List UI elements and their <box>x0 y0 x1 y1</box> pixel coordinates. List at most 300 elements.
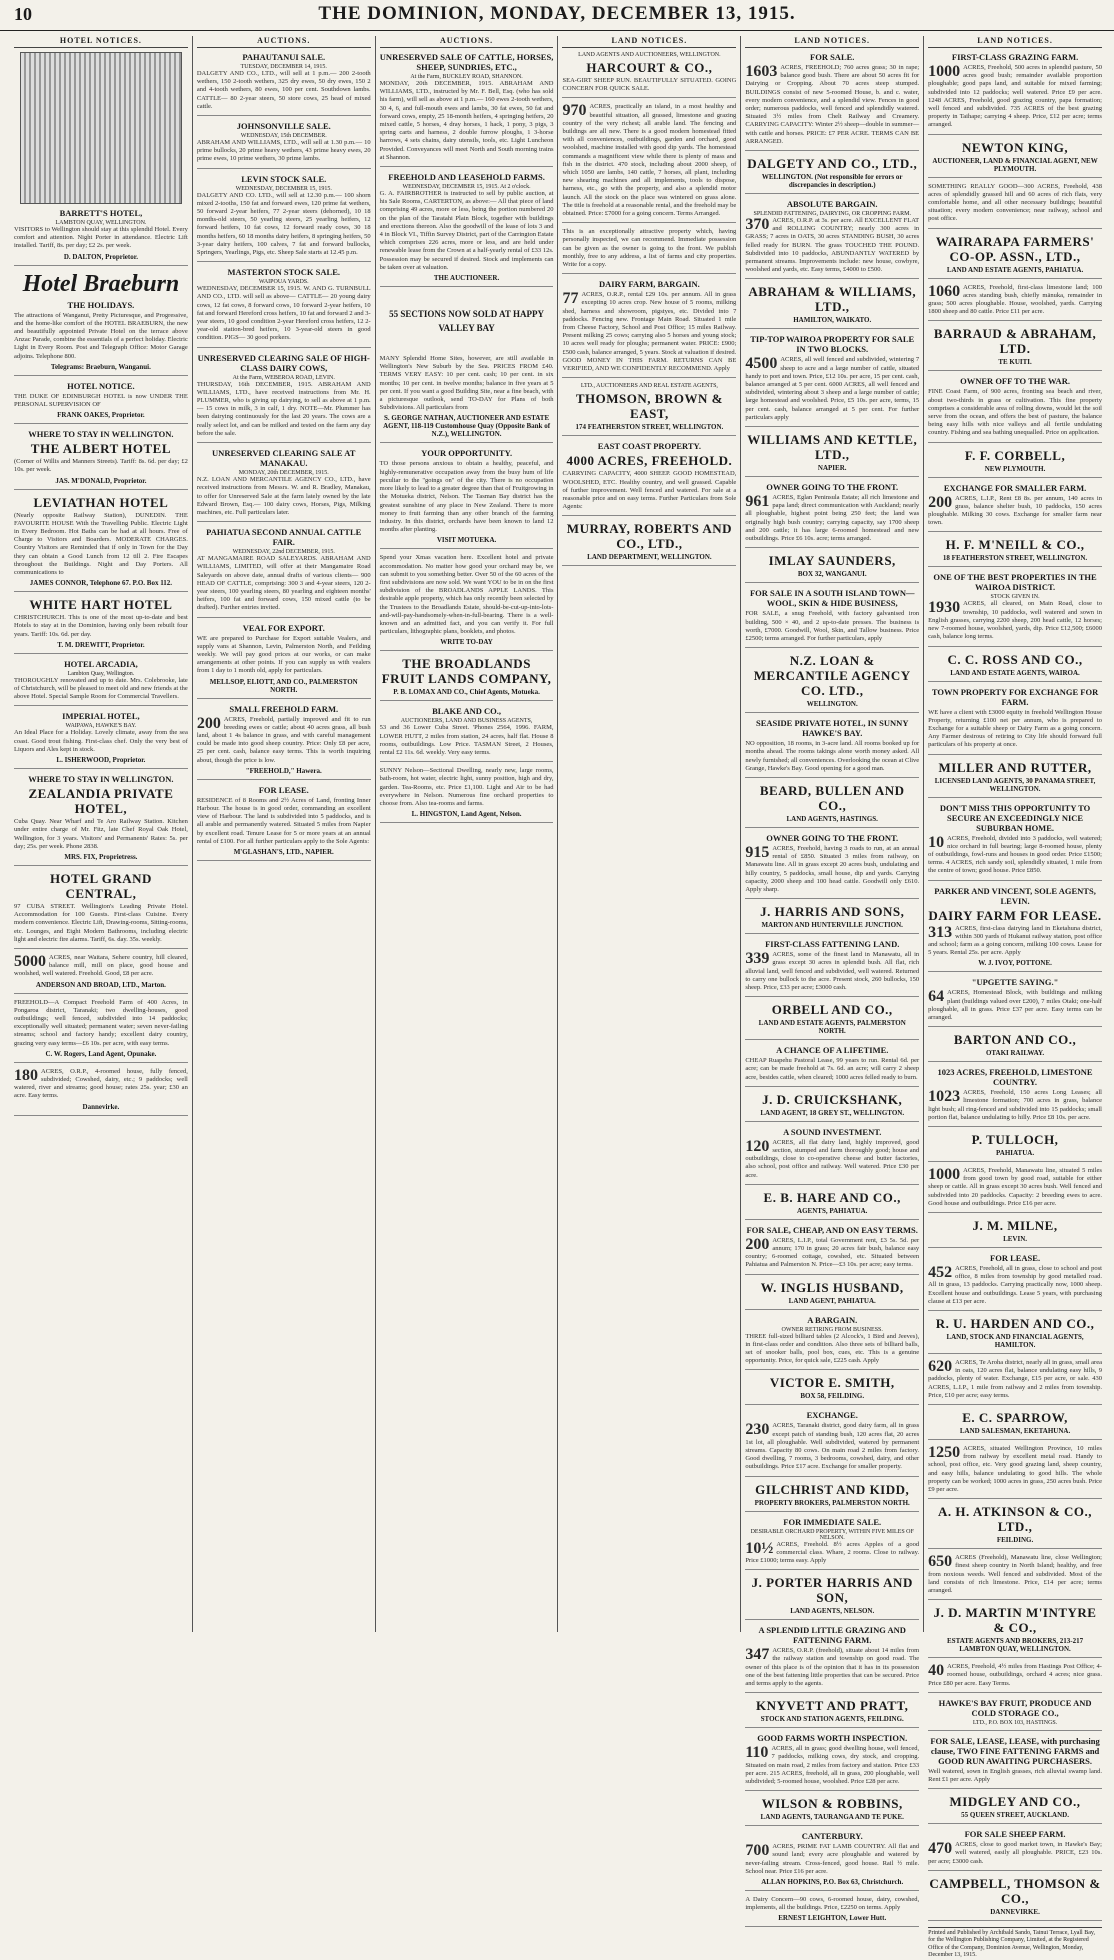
advertisement <box>928 1736 1102 1789</box>
page-number: 10 <box>14 4 32 24</box>
advertiser-name: WILSON & ROBBINS, <box>761 1796 903 1812</box>
ad-signature: JAS. M'DONALD, Proprietor. <box>55 476 147 485</box>
advertisement <box>745 1092 919 1122</box>
ad-body <box>928 183 1102 224</box>
ad-text: ACRES, Te Aroha district, nearly all in grass, small area in oats, 120 acres flat, balance undulating easy hills, 9 paddocks, plenty of water. Exchange, £15 per acre, or sale. 430 ACRES, L.I.P., 1 mile from railway and 2 miles from township. Price, £10 per acre; easy terms. <box>928 1359 1102 1399</box>
acreage-number: 452 <box>928 1263 953 1281</box>
ad-heading: UNRESERVED CLEARING SALE AT MANAKAU. <box>212 448 356 469</box>
ad-body <box>197 716 371 765</box>
advertiser-name: CAMPBELL, THOMSON & CO., <box>929 1875 1101 1906</box>
acreage-number: 1000 <box>928 1165 961 1183</box>
ad-text: WE have a client with £3000 equity in freehold Wellington House Property, returning £100 net per annum, who is prepared to Exchange for a suitable sheep or Dairy Farm as a going concern. Any Farmer desirous of retiring to City life should forward full particulars of his property at once. <box>928 708 1102 749</box>
ad-text: DALGETY AND CO. LTD., will sell at 12.30 p.m.— 100 shorn mixed 2-tooths, 150 fat and forward ewes, 120 prime fat wethers, 50 forward 2-year heifers, 77 2-year steers (dehorned), 10 18 months-old steers, 50 yearling steers, 25 yearling heifers, 12 forward heifers, 10 fat cows, 12 forward ready cows, 30 18 months heifers, 60 18 months dairy heifers, 8 springing heifers, 50 3-year dairy heifers, 100 calves, 7 fat and forward bullocks, Springers, Yearlings, Pigs, etc. Sheep Sale starts at 12.45 p.m. <box>196 191 371 257</box>
ad-body <box>928 925 1102 958</box>
advertiser-name: R. U. HARDEN AND CO., <box>935 1316 1095 1331</box>
column-heading: AUCTIONS. <box>380 36 554 48</box>
advertisement <box>928 1032 1102 1062</box>
ad-signature: ALLAN HOPKINS, P.O. Box 63, Christchurch. <box>761 1878 904 1887</box>
advertisement <box>14 300 188 376</box>
ad-signature: VISIT MOTUEKA. <box>436 536 497 545</box>
ad-body <box>928 1167 1102 1208</box>
ad-signature: ESTATE AGENTS AND BROKERS, 213-217 LAMBTON QUAY, WELLINGTON. <box>947 1637 1084 1654</box>
advertisement <box>745 1517 919 1571</box>
advertisement <box>745 1045 919 1087</box>
advertisement <box>380 706 554 762</box>
acreage-number: 370 <box>745 216 770 234</box>
advertisement <box>928 1359 1102 1405</box>
acreage-number: 1060 <box>928 282 961 300</box>
advertiser-name: E. C. SPARROW, <box>962 1410 1068 1426</box>
ad-body <box>745 610 919 643</box>
ad-heading: VEAL FOR EXPORT. <box>242 622 325 633</box>
ad-text: 97 CUBA STREET. Wellington's Leading Private Hotel. Accommodation for 100 Guests. First-class Cuisine. Every modern convenience. Electric Lift, Drawing-rooms, Sitting-rooms, etc. Lounges, and Eight Modern Bathrooms, including electric light and electric fire alarms. Tariff, 6s. day. 35s. weekly. <box>14 902 188 943</box>
advertisement <box>562 103 736 223</box>
advertisement <box>197 527 371 617</box>
acreage-number: 1000 <box>928 63 961 80</box>
advertiser-name: A. H. ATKINSON & CO., LTD., <box>938 1504 1093 1535</box>
ad-text: ACRES, Freehold, all in grass, close to school and post office, 8 miles from township by good metalled road. All in grass, 13 paddocks. Carrying practically now, 1000 sheep. Excellent house and outbuildings. Lease 5 years, with purchasing clause at £13 per acre. <box>928 1264 1102 1305</box>
advertisement <box>928 1316 1102 1354</box>
advertisement <box>745 1375 919 1405</box>
acreage-number: 200 <box>928 493 953 511</box>
ad-signature: LAND AND ESTATE AGENTS, PALMERSTON NORTH. <box>758 1019 906 1036</box>
ad-heading: JOHNSONVILLE SALE. <box>236 121 331 132</box>
advertisement <box>380 52 554 167</box>
ad-heading: 1023 ACRES, FREEHOLD, LIMESTONE COUNTRY. <box>937 1067 1093 1088</box>
ad-subheading: AUCTIONEERS, LAND AND BUSINESS AGENTS, <box>400 718 533 725</box>
acreage-number: 10 <box>928 833 945 851</box>
ad-text: ACRES (Freehold), Manawatu line, close Wellington; finest sheep country in North Island; healthy, and free from noxious weeds. Well fenced and subdivided. Most of the land consists of rich limestone. Price, £14 per acre; terms arranged. <box>928 1554 1102 1595</box>
ad-heading: FOR SALE, LEASE, LEASE, with purchasing clause, TWO FINE FATTENING FARMS and GOOD RUN AWAITING PURCHASERS. <box>930 1735 1100 1766</box>
advertisement <box>928 1504 1102 1549</box>
ad-text: ACRES, Freehold, 4½ miles from Hastings Post Office; 4-roomed house, outbuildings, orchard 4 acres; nice grass. Price £80 per acre. Easy Terms. <box>928 1663 1102 1687</box>
ad-signature: DANNEVIRKE. <box>990 1907 1040 1916</box>
ad-heading: TIP-TOP WAIROA PROPERTY FOR SALE IN TWO BLOCKS. <box>750 334 915 355</box>
ad-heading: EXCHANGE FOR SMALLER FARM. <box>943 482 1087 493</box>
ad-heading: WHERE TO STAY IN WELLINGTON. <box>28 774 174 785</box>
advertiser-name: J. HARRIS AND SONS, <box>760 904 905 920</box>
advertisement <box>197 704 371 780</box>
advertisement <box>928 448 1102 478</box>
ad-body <box>14 512 188 578</box>
advertiser-name: GILCHRIST AND KIDD, <box>755 1481 910 1497</box>
ad-text: ACRES, L.I.P., total Government rent, £3 5s. 5d. per annum; 170 in grass; 20 acres fair bush, balance easy country; 6-roomed cottage, cowshed, etc. Situated between Pahiatua and Palmerston N. Price—£3 10s. per acre; easy terms. <box>745 1236 920 1269</box>
advertiser-name: HOTEL GRAND CENTRAL, <box>49 870 152 901</box>
ad-text: CHRISTCHURCH. This is one of the most up-to-date and best Hotels to stay at in the Dominion, having only been rebuilt four years. Tariff: 10s. 6d. per day. <box>14 614 188 638</box>
ad-signature: PROPERTY BROKERS, PALMERSTON NORTH. <box>754 1498 910 1507</box>
ad-body <box>928 1768 1102 1784</box>
ad-subheading: LTD., AUCTIONEERS AND REAL ESTATE AGENTS, <box>580 383 718 390</box>
ad-text: NO opposition, 18 rooms, in 3-acre land. All rooms booked up for months ahead. The rooms takings alone worth money asked. All newly furnished; all conveniences. Overlooking the ocean at Clive Grange, Hawke's Bay. Good opening for a good man. <box>745 740 920 772</box>
advertisement <box>197 267 371 347</box>
advertisement <box>745 588 919 648</box>
column-heading: LAND NOTICES. <box>928 36 1102 48</box>
advertiser-name: VICTOR E. SMITH, <box>769 1375 895 1391</box>
advertiser-name: J. D. CRUICKSHANK, <box>762 1091 903 1107</box>
ad-body <box>197 635 371 676</box>
advertisement <box>197 174 371 263</box>
ad-text: (Nearly opposite Railway Station), DUNEDIN. THE FAVOURITE HOUSE With the Travelling Public. Electric Light in Every Bedroom. Hot Baths can be had at all hours. Free of Charge to Visitors and Boarders. MODERATE CHARGES. Country Visitors are Reminded that if only in Town for the Day they can obtain a Good Lunch from 12 till 2. Fire Escapes throughout the Buildings. Night and Day Porters. All communications to <box>14 511 188 577</box>
ad-heading: EXCHANGE. <box>806 1410 858 1421</box>
advertiser-name: BARTON AND CO., <box>953 1032 1077 1048</box>
advertiser-name: ZEALANDIA PRIVATE HOTEL, <box>28 786 174 817</box>
advertisement <box>745 833 919 899</box>
advertiser-name: MILLER AND RUTTER, <box>938 759 1092 775</box>
ad-heading: OWNER GOING TO THE FRONT. <box>766 482 899 493</box>
ad-heading: FOR SALE IN A SOUTH ISLAND TOWN—WOOL, SKIN & HIDE BUSINESS, <box>749 588 915 609</box>
ad-body <box>197 555 371 612</box>
ad-heading: PAHAUTANUI SALE. <box>242 52 326 62</box>
advertisement <box>928 760 1102 798</box>
acreage-number: 5000 <box>14 952 46 970</box>
advertiser-name: THOMSON, BROWN & EAST, <box>575 391 723 422</box>
ad-body <box>14 458 188 474</box>
ad-body <box>745 1422 919 1471</box>
ad-body <box>928 1359 1102 1400</box>
ad-subheading: MONDAY, 20th DECEMBER, 1915. <box>238 470 329 477</box>
ad-signature: 18 FEATHERSTON STREET, WELLINGTON. <box>942 554 1088 563</box>
ad-body <box>14 1068 188 1101</box>
advertisement <box>197 785 371 861</box>
ad-heading: OWNER OFF TO THE WAR. <box>960 376 1070 387</box>
advertisement <box>197 353 371 443</box>
ad-subheading: WEDNESDAY, DECEMBER 15, 1915. At 2 o'clock. <box>402 184 531 191</box>
hotel-illustration <box>20 52 182 204</box>
ad-body <box>745 1057 919 1082</box>
advertisement <box>380 172 554 287</box>
ad-body <box>562 77 736 93</box>
ad-heading: FOR IMMEDIATE SALE. <box>783 1516 882 1527</box>
advertisement <box>14 597 188 654</box>
ad-body <box>14 677 188 702</box>
ad-subheading: Lambton Quay, Wellington. <box>67 670 135 677</box>
advertisement <box>928 572 1102 646</box>
ad-body <box>380 355 554 412</box>
ad-signature: WELLINGTON. (Not responsible for errors or discrepancies in description.) <box>761 173 903 190</box>
advertiser-name: ABRAHAM & WILLIAMS, LTD., <box>748 284 917 315</box>
acreage-number: 10½ <box>745 1539 774 1557</box>
ad-subheading: At the Farm, BUCKLEY ROAD, SHANNON. <box>410 74 523 80</box>
acreage-number: 347 <box>745 1646 770 1664</box>
ad-body <box>745 1541 919 1566</box>
ad-body <box>745 64 919 146</box>
ad-heading: ONE OF THE BEST PROPERTIES IN THE WAIROA DISTRICT. <box>933 572 1097 593</box>
ad-signature: OTAKI RAILWAY. <box>985 1049 1045 1058</box>
ad-text: TO those persons anxious to obtain a healthy, peaceful, and highly-remunerative occupation away from the busy hum of life peculiar to the "goings on" of the city. There is no occupation more likely to lead to a greater degree than that of Fruitgrowing in the Motueka district, Nelson. The Tasman Bay district has the greatest sunshine of any place in New Zealand. There is more money to fruit farming than any other branch of the farming industry. In this district, orchards have been known to land 12 months after planting. <box>379 460 554 534</box>
ad-signature: LEVIN. <box>1003 1234 1028 1243</box>
ad-text: FOR SALE, a snug Freehold, with factory galvanised iron building, 500 × 40, and 2 up-to-date presses. The business is worth, £7000. Goodwill, Wool, Skin, and Tallow business. Price £2500; terms arranged. For further particulars, apply <box>745 610 920 642</box>
ad-text: ACRES, Freehold, 500 acres in splendid pasture, 50 acres good bush; remainder available proportion ploughable; good paps land, and suitable for mixed farming; subdivided into 12 paddocks; well watered. Price £9 per acre. 1248 ACRES, Freehold, good grazing country, papa formation; well fenced and subdivided. 735 ACRES of the best grazing property in Taihape; carrying 4 sheep. Price, £12 per acre; terms arranged. <box>928 64 1102 129</box>
ad-text: RESIDENCE of 8 Rooms and 2½ Acres of Land, fronting Inner Harbour. The house is in good order, commanding an excellent view of Harbour. The land is subdivided into 5 paddocks, and is all arable and permanently watered. Situated 5 miles from Napier by excellent road. Tenure Lease for 5 or more years at an annual rental of £100. For all further particulars apply to the Sole Agents: <box>196 796 371 845</box>
advertiser-name: P. TULLOCH, <box>971 1131 1059 1147</box>
ad-signature: 174 FEATHERSTON STREET, WELLINGTON. <box>575 423 724 432</box>
acreage-number: 230 <box>745 1421 770 1439</box>
acreage-number: 64 <box>928 988 945 1006</box>
ad-signature: FRANK OAKES, Proprietor. <box>57 411 145 420</box>
ad-body <box>14 818 188 851</box>
advertisement <box>745 1896 919 1927</box>
ad-subheading: LTD., P.O. BOX 103, HASTINGS. <box>972 1719 1058 1726</box>
advertiser-name: MIDGLEY AND CO., <box>949 1794 1081 1810</box>
ad-signature: MARTON AND HUNTERVILLE JUNCTION. <box>761 921 903 930</box>
advertiser-name: HARCOURT & CO., <box>586 60 713 75</box>
advertisement <box>745 653 919 713</box>
ad-signature: P. B. LOMAX AND CO., Chief Agents, Motueka. <box>393 688 540 697</box>
advertiser-name: W. INGLIS HUSBAND, <box>760 1279 904 1295</box>
acreage-number: 200 <box>745 1235 770 1253</box>
ad-text: This is an exceptionally attractive property which, having personally inspected, we can recommend. Immediate possession can be given as the owner is going to the front. We publish monthly, free to any address, a list of farms and city properties. Write for a copy. <box>562 228 737 269</box>
acreage-number: 700 <box>745 1842 770 1860</box>
ad-text: ACRES, O.R.P. (freehold), situate about 14 miles from the railway station and township on good road. The owner of this place is of the opinion that it has in its possession one of the best fattening little properties that can be secured. Price and terms apply to the agents. <box>745 1647 920 1688</box>
ad-body <box>745 1237 919 1270</box>
advertisement <box>928 1829 1102 1871</box>
advertisement <box>745 432 919 477</box>
ad-text: ACRES, all well fenced and subdivided, wintering 7 sheep to acre and a large number of cattle, situated handy to port and town. Price, £12 10s. per acre, 15 per cent. cash, balance arranged at 5 per cent. 6000 ACRES, all well fenced and subdivided, wintering about 3 sheep and a large number of cattle; large homestead and woolshed. Price, £5 10s. per acre, terms, 15 per cent. cash, balance arranged at 5 per cent. For further particulars apply <box>745 356 920 421</box>
ad-heading: FIRST-CLASS GRAZING FARM. <box>951 52 1079 62</box>
ad-signature: 55 QUEEN STREET, AUCKLAND. <box>961 1811 1069 1820</box>
ad-heading: OWNER GOING TO THE FRONT. <box>766 832 899 843</box>
ad-body <box>14 729 188 754</box>
column-heading: LAND NOTICES. <box>562 36 736 48</box>
column-5 <box>741 36 924 1923</box>
column-6 <box>924 36 1106 1959</box>
ad-body <box>745 1745 919 1786</box>
ad-signature: C. W. Rogers, Land Agent, Opunake. <box>45 1049 157 1058</box>
advertisement <box>14 954 188 994</box>
ad-heading: FOR SALE. <box>810 52 855 62</box>
printer-imprint: Printed and Published by Archibald Sando, Tainui Terrace, Lyall Bay, for the Wellington Publishing Company, Limited, at the Registered Office of the Company, Dominion Avenue, Wellington, Monday, December 13, 1915. <box>928 1927 1102 1960</box>
ad-text: MANY Splendid Home Sites, however, are still available in Wellington's New Suburb by the Sea. PRICES FROM £40. TERMS VERY EASY: 10 per cent. cash; 10 per cent. in six months; 10 per cent. in twelve months; balance in five years at 5 per cent. If you want a good Building Site, near a fine beach, with a picturesque outlook, send TO-DAY for Plans of both Subdivisions. All particulars from <box>379 355 554 412</box>
ad-text: ACRES, Freehold, having 3 roads to run, at an annual rental of £850. Situated 3 miles from railway, on Manawatu line. All in grass except 20 acres bush, undulating and hilly country, 5 paddocks, small house, dip and yards. Carrying capacity, 2000 sheep and 100 head cattle. Goodwill only £610. Apply sharp. <box>745 844 920 893</box>
advertisement <box>928 652 1102 682</box>
ad-heading: FOR LEASE. <box>258 784 309 795</box>
ad-heading: BLAKE AND CO., <box>432 706 502 717</box>
ad-text: ACRES, all cleared, on Main Road, close to township, 10 paddocks, well watered and sown in English grasses, carrying 2200 sheep, 200 head cattle, 12 horses; new 7-roomed house, woolshed, yards, dip. Price £12,500; £6000 cash, balance long terms. <box>928 600 1102 641</box>
ad-body <box>928 1554 1102 1595</box>
ad-signature: LAND AGENT, PAHIATUA. <box>788 1296 876 1305</box>
ad-heading: A SOUND INVESTMENT. <box>783 1126 882 1137</box>
advertisement <box>928 1794 1102 1824</box>
ad-heading: HOTEL NOTICE. <box>67 380 135 391</box>
ad-signature: Telegrams: Braeburn, Wanganui. <box>50 362 151 371</box>
advertisement <box>380 656 554 701</box>
ad-body <box>14 954 188 979</box>
ad-signature: AGENTS, PAHIATUA. <box>797 1206 868 1215</box>
ad-heading: "UPGETTE SAYING." <box>971 977 1059 988</box>
column-heading: AUCTIONS. <box>197 36 371 48</box>
ad-signature: NAPIER. <box>817 464 847 473</box>
advertiser-name: J. M. MILNE, <box>972 1217 1058 1233</box>
hotel-script-title: Hotel Braeburn <box>22 270 180 297</box>
advertiser-name: F. F. CORBELL, <box>964 447 1066 463</box>
acreage-number: 915 <box>745 843 770 861</box>
ad-heading: GOOD FARMS WORTH INSPECTION. <box>757 1733 908 1744</box>
advertisement <box>14 495 188 593</box>
acreage-number: 4500 <box>745 355 778 373</box>
columns-container <box>10 36 1106 1959</box>
advertisement <box>380 448 554 549</box>
advertisement <box>928 1605 1102 1658</box>
advertisement <box>745 783 919 828</box>
ad-heading: BARRETT'S HOTEL, <box>59 208 143 218</box>
ad-text: ABRAHAM AND WILLIAMS, LTD., will sell at 1.30 p.m.— 10 prime bullocks, 20 prime heavy wethers, 43 prime heavy ewes, 20 prime ewes, 10 prime wethers, 30 prime lambs. <box>196 139 371 163</box>
acreage-number: 1023 <box>928 1088 961 1106</box>
advertisement <box>745 156 919 194</box>
ad-text: AT MANGAMAIRE ROAD SALEYARDS. ABRAHAM AND WILLIAMS, LIMITED, will offer at their Mangamaire Road Saleyards on above date, annual drafts of various clients— 900 HEAD OF CATTLE, comprising: 300 3 and 4-year steers, 120 2-year steers, 100 yearling steers, 80 yearling and eighteen months' heifers, 100 fat and forward cows, 150 mixed cattle (to be drafted). Further entries invited. <box>196 555 371 612</box>
ad-body <box>928 495 1102 528</box>
ad-body <box>562 103 736 218</box>
ad-heading: A BARGAIN. <box>807 1314 858 1325</box>
ad-text: DALGETY AND CO., LTD., will sell at 1 p.m.— 200 2-tooth wethers, 150 2-tooth wethers, 325 dry ewes, 50 dry ewes, 150 2 and 4-tooth wethers, 80 ewes, 100 per cent. Southdown lambs. CATTLE— 80 2-year steers, 50 store cows, 25 head of mixed cattle. <box>196 70 371 110</box>
advertisement <box>745 1410 919 1476</box>
advertisement <box>197 52 371 116</box>
advertiser-name: THE BROADLANDS FRUIT LANDS COMPANY, <box>381 656 552 687</box>
ad-signature: S. GEORGE NATHAN, AUCTIONEER AND ESTATE AGENT, 118-119 Customhouse Quay (Opposite Bank of N.Z.), WELLINGTON. <box>383 414 551 439</box>
advertisement <box>562 279 736 378</box>
advertisement <box>745 1733 919 1791</box>
ad-body <box>928 284 1102 317</box>
advertisement <box>928 1698 1102 1731</box>
ad-text: An Ideal Place for a Holiday. Lovely climate, away from the sea coast. Good trout fishing. First-class chef. Only the very best of Liquors and Ales kept in stock. <box>14 729 188 753</box>
advertisement <box>928 140 1102 178</box>
ad-signature: LAND, STOCK AND FINANCIAL AGENTS, HAMILTON. <box>946 1333 1084 1349</box>
ad-text: Spend your Xmas vacation here. Excellent hotel and private accommodation. No matter how good your orchard may be, we can submit to you something better. Over 50 of the 60 acres of the first subdivisions are now sold. We want YOU to be in on the first subdivision of the BROADLANDS APPLE LANDS. This desirable apple property, which has only recently been selected by the Trustees to the Broadlands Estate, should-be-cut-up-into-lots-and-will-pay-handsomely-when-in-full-bearing. There is a well-known and an admitted fact, and you can verify it. For full particulars, lithographic plans, booklets, and photos. <box>379 554 554 636</box>
advertisement <box>14 774 188 866</box>
advertiser-name: E. B. HARE AND CO., <box>763 1189 901 1205</box>
advertisement <box>928 687 1102 755</box>
advertisement <box>928 1554 1102 1600</box>
ad-heading: FIRST-CLASS FATTENING LAND. <box>765 939 900 950</box>
ad-text: CARRYING CAPACITY, 4000 SHEEP. GOOD HOMESTEAD, WOOLSHED, ETC. Healthy country, and well grassed. Capable of further improvement. Well fenced and watered. For sale at a reasonable price and on easy terms. Further Particulars from Sole Agents: <box>562 470 737 511</box>
ad-text: THURSDAY, 16th DECEMBER, 1915. ABRAHAM AND WILLIAMS, LTD., have received instructions from Mr. H. PLUMMER, who is giving up dairying, to sell as above at 1 p.m.— 15 cows in milk, 3 in calf, 1 dry. NOTE—Mr. Plummer has been dairying continuously for the last 20 years. The cows are a really select lot, and can be milked and tested on the farm any day before the sale. <box>196 380 371 437</box>
ad-signature: Dannevirke. <box>82 1102 120 1111</box>
advertisement <box>745 1575 919 1620</box>
advertisement <box>745 553 919 583</box>
ad-heading: PARKER AND VINCENT, SOLE AGENTS, LEVIN. <box>934 885 1096 906</box>
ad-heading: DON'T MISS THIS OPPORTUNITY TO SECURE AN EXCEEDINGLY NICE SUBURBAN HOME. <box>939 802 1091 833</box>
acreage-number: 40 <box>928 1662 945 1680</box>
ad-signature: ANDERSON AND BROAD, LTD., Marton. <box>35 980 166 989</box>
column-heading: LAND NOTICES. <box>745 36 919 48</box>
ad-heading: LEVIN STOCK SALE. <box>241 173 327 184</box>
ad-body <box>380 190 554 272</box>
advertiser-name: WILLIAMS AND KETTLE, LTD., <box>747 432 918 463</box>
advertiser-name: C. C. ROSS AND CO., <box>947 651 1083 667</box>
ad-text: FREEHOLD—A Compact Freehold Farm of 400 Acres, in Pongaroa district, Taranaki; two dwelling-houses, good outbuildings; well fenced, subdivided into 14 paddocks; exceptionally well situated; permanent water; seven never-failing streams; school and factory handy; excellent dairy country, grazing very easy terms—£6 10s. per acre, with easy terms. <box>14 998 188 1047</box>
ad-text: ACRES, close to good market town, in Hawke's Bay; well watered, easily all ploughable. PRICE, £23 10s. per acre; £3000 cash. <box>928 1841 1102 1865</box>
ad-heading: ABSOLUTE BARGAIN. <box>786 199 878 210</box>
ad-signature: MRS. FIX, Proprietress. <box>64 852 138 861</box>
ad-text: 53 and 36 Lower Cuba Street. 'Phones 2564, 1996. FARM, LOWER HUTT, 2 miles from station, 24 acres, half flat. House 8 rooms, outbuildings. Low Price. TASMAN Street, 2 Houses, rental £2 11s. 6d. weekly. Very easy terms. <box>379 724 554 756</box>
advertisement <box>745 718 919 778</box>
ad-signature: LAND SALESMAN, EKETAHUNA. <box>959 1427 1071 1436</box>
advertiser-name: NEWTON KING, <box>961 139 1069 155</box>
advertisement <box>928 1132 1102 1162</box>
advertiser-name: DAIRY FARM FOR LEASE. <box>928 907 1102 923</box>
acreage-number: 110 <box>745 1744 769 1762</box>
advertisement <box>745 52 919 151</box>
ad-signature: W. J. IVOY, POTTONE. <box>978 959 1052 968</box>
ad-text: SOMETHING REALLY GOOD—300 ACRES, Freehold, 438 acres of splendidly grassed hill and 60 acres of rich flats, very comfortable home, and all other necessary buildings; beautiful situation; every modern convenience; near railway, school and post office. <box>928 182 1102 223</box>
ad-body <box>14 903 188 944</box>
ad-signature: LAND DEPARTMENT, WELLINGTON. <box>587 553 712 562</box>
ad-signature: JAMES CONNOR, Telephone 67. P.O. Box 112. <box>29 579 173 588</box>
ad-text: WE are prepared to Purchase for Export suitable Vealers, and supply vans at Shannon, Levin, Palmerston North, and Feilding weekly. We will pay good prices at our works, or can make arrangements at other points. If you can supply us with vealers from 1 day to 1 month old, apply for particulars. <box>196 634 371 675</box>
advertisement <box>928 1218 1102 1248</box>
advertiser-name: WHITE HART HOTEL <box>29 597 173 613</box>
ad-body <box>197 381 371 438</box>
advertisement <box>745 199 919 279</box>
ad-heading: TOWN PROPERTY FOR EXCHANGE FOR FARM. <box>931 686 1099 707</box>
ad-body <box>928 1841 1102 1866</box>
ad-body <box>197 192 371 258</box>
ad-heading: MASTERTON STOCK SALE. <box>227 267 340 278</box>
ad-signature: LAND AND ESTATE AGENTS, WAIROA. <box>950 668 1080 677</box>
ad-text: ACRES, all in grass; good dwelling house, well fenced, 7 paddocks, milking cows, dry stock, and cropping. Situated on main road, 2 miles from factory and station. Price £33 per acre. 215 ACRES, freehold, all in grass, 200 ploughable, well subdivided; 5-roomed house, woolshed. Price £28 per acre. <box>745 1745 920 1786</box>
ad-text: VISITORS to Wellington should stay at this splendid Hotel. Every comfort and attention. Night Porter in attendance. Electric Lift installed. Tariff, 8s. per day; £2 2s. per week. <box>14 226 188 250</box>
ad-body <box>745 1896 919 1912</box>
ad-heading: YOUR OPPORTUNITY. <box>421 448 513 459</box>
ad-subheading: LAND AGENTS AND AUCTIONEERS, WELLINGTON. <box>578 52 721 58</box>
advertisement <box>745 1831 919 1891</box>
ad-text: ACRES, PRIME FAT LAMB COUNTRY. All flat and sound land; every acre ploughable and watered by never-failing stream. Cross-fenced, good house. Rail ½ mile. School near. Price £16 per acre. <box>745 1843 920 1875</box>
ad-subheading: WAIPAWA, HAWKE'S BAY. <box>65 723 137 730</box>
ad-text: ACRES, L.I.P., Rent £8 8s. per annum, 140 acres in grass, balance shelter bush, 10 paddocks, 150 acres ploughable. Milking 30 cows. Exchange for smaller farm near town. <box>928 494 1102 527</box>
ad-body <box>14 614 188 639</box>
ad-body <box>197 70 371 111</box>
advertisement <box>928 1663 1102 1693</box>
ad-signature: L. ISHERWOOD, Proprietor. <box>56 756 146 765</box>
ad-heading: SMALL FREEHOLD FARM. <box>229 703 339 714</box>
ad-signature: AUCTIONEER, LAND & FINANCIAL AGENT, NEW PLYMOUTH. <box>932 156 1098 173</box>
advertisement <box>928 537 1102 567</box>
ad-body <box>745 951 919 992</box>
ad-body <box>14 226 188 251</box>
ad-body <box>197 797 371 846</box>
ad-subheading: LAMBTON QUAY, WELLINGTON. <box>55 220 147 226</box>
advertisement <box>562 521 736 566</box>
advertisement <box>928 977 1102 1027</box>
ad-text: ACRES, practically an island, in a most healthy and beautiful situation, all grassed, limestone and grazing country of the very richest; all arable land. The fencing and buildings are all new. There is a good modern homestead fitted with all conveniences, outbuildings, garden and orchard, good woolshed, machine installed with good dip yards. The homestead commands a magnificent view while there is plenty of mass and fish in the district. 470 stock, including about 2000 sheep, of which 1050 are lambs, 140 cattle, 7 horses, all plant, including new shearing machines and all implements, tools to dispose, harness, etc., go with the property, and also a splendid motor launch. All the stock on the place was wintered on grass alone. The title is freehold at a reasonable rental, and the freehold may be obtained. Price: £7000 for a going concern. Terms Arranged. <box>562 103 737 218</box>
advertisement <box>928 376 1102 442</box>
ad-text: ACRES, Freehold. 8½ acres Apples of a good commercial class. Whare, 2 rooms. Close to railway. Price £1000; terms easy. Apply <box>745 1540 920 1565</box>
newspaper-title: THE DOMINION, MONDAY, DECEMBER 13, 1915. <box>318 3 796 24</box>
ad-heading: DAIRY FARM, BARGAIN. <box>599 279 700 290</box>
ad-signature: MELLSOP, ELIOTT, AND CO., PALMERSTON NORTH. <box>209 677 358 694</box>
ad-heading: WHERE TO STAY IN WELLINGTON. <box>28 429 174 440</box>
ad-text: ACRES, situated Wellington Province, 10 miles from railway by excellent metal road. Handy to school, post office, etc. Very good grazing land, sheep country, and easy hills, balance undulating to good hills. The whole property can be worked; 1000 acres in grass, 250 acres bush. Price £9 per acre. <box>928 1445 1102 1494</box>
ad-signature: PAHIATUA. <box>996 1148 1035 1157</box>
advertisement <box>928 234 1102 279</box>
advertiser-name: MURRAY, ROBERTS AND CO., LTD., <box>566 521 732 552</box>
ad-signature: NEW PLYMOUTH. <box>984 464 1046 473</box>
advertisement <box>745 334 919 427</box>
ad-signature: LAND AGENTS, TAURANGA AND TE PUKE. <box>760 1813 904 1822</box>
advertisement <box>745 1698 919 1728</box>
advertiser-name: N.Z. LOAN & MERCANTILE AGENCY CO. LTD., <box>753 653 911 699</box>
ad-signature: BOX 32, WANGANUI. <box>797 570 867 579</box>
ad-body <box>380 724 554 757</box>
ad-subheading: WEDNESDAY, DECEMBER 15, 1915. <box>235 185 332 192</box>
advertisement <box>745 284 919 329</box>
ad-text: THREE full-sized billiard tables (2 Alcock's, 1 Bird and Jeeves), in first-class order and condition. Also three sets of billiard balls, set of snooker balls, pool box, cues, etc. This is a genuine opportunity. Price, for quick sale, £225 cash. Apply <box>745 1332 920 1365</box>
acreage-number: 1603 <box>745 63 778 80</box>
acreage-number: 620 <box>928 1358 953 1375</box>
ad-signature: ERNEST LEIGHTON, Lower Hutt. <box>778 1914 887 1923</box>
ad-body <box>928 835 1102 876</box>
ad-text: ACRES, Freehold, partially improved and fit to run breeding ewes or cattle; about 40 acres grass, all bush land, about 1 4s balance in grass, and with careful management could be made into good sheep country. Price: Only £8 per acre, 25 per cent. cash, balance easy terms. This is worth inquiring about, though the price is low. <box>196 715 371 764</box>
ad-heading: UNRESERVED SALE OF CATTLE, HORSES, SHEEP, SUNDRIES, ETC., <box>379 52 554 72</box>
